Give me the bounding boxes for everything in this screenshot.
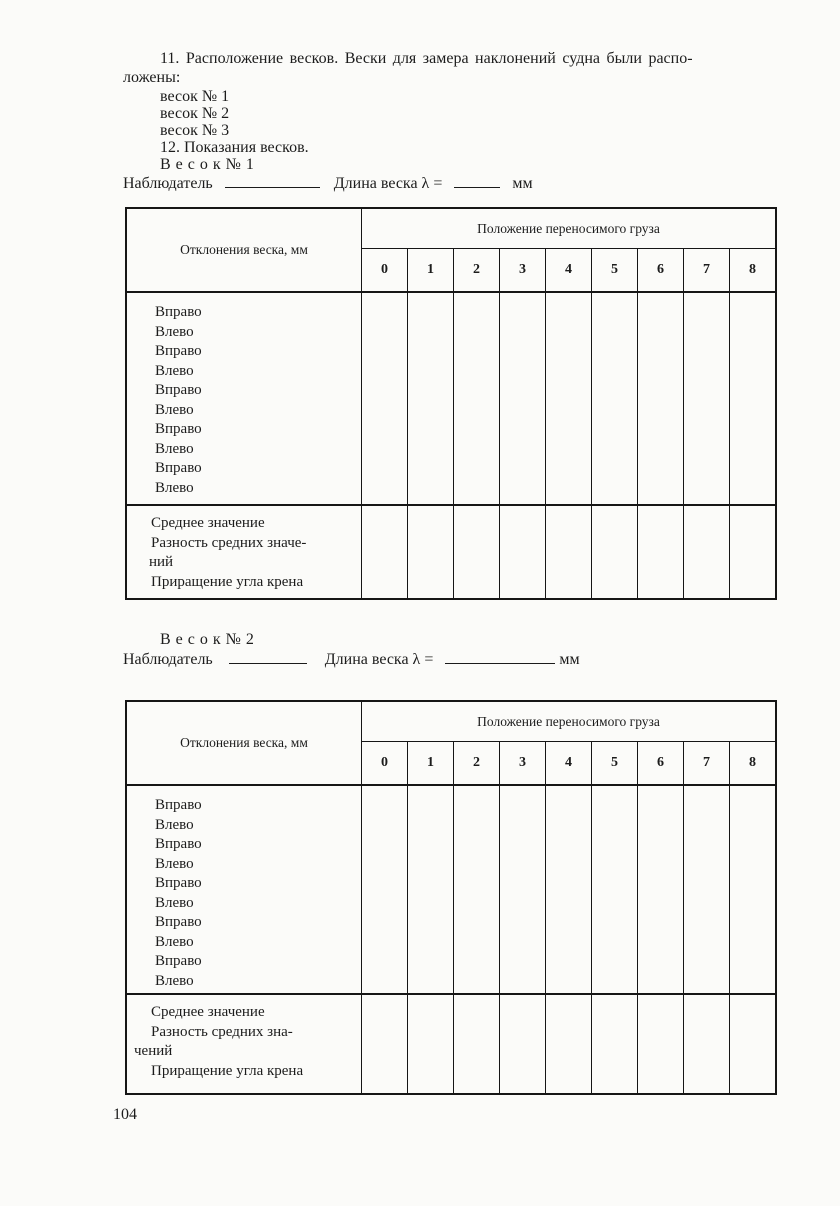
column-header-4: 4 — [546, 249, 592, 291]
data-cell — [730, 506, 775, 598]
body-data-cells — [362, 786, 775, 993]
row-label: Влево — [155, 323, 194, 340]
summary-line: Разность средних значе- — [151, 534, 307, 551]
vesok-2-table — [125, 700, 777, 1095]
data-cell — [362, 786, 408, 993]
row-label: Вправо — [155, 304, 202, 320]
data-cell — [500, 506, 546, 598]
observer-blank-line — [225, 174, 320, 188]
data-cell — [454, 786, 500, 993]
column-header-6: 6 — [638, 249, 684, 291]
observer-blank-line — [229, 650, 307, 664]
data-cell — [684, 293, 730, 504]
vesok-list-item-1: весок № 1 — [160, 88, 230, 105]
data-cell — [362, 506, 408, 598]
summary-line: Приращение угла крена — [151, 1062, 304, 1079]
data-cell — [408, 293, 454, 504]
row-label: Вправо — [155, 953, 202, 969]
column-header-7: 7 — [684, 742, 730, 784]
summary-line: чений — [134, 1043, 173, 1059]
summary-labels-column — [127, 995, 362, 1093]
column-header-8: 8 — [749, 755, 756, 770]
column-header-7: 7 — [684, 249, 730, 291]
data-cell — [730, 995, 775, 1093]
data-cell — [546, 293, 592, 504]
span-header — [362, 209, 775, 249]
body-data-cells — [362, 293, 775, 504]
data-cell — [638, 995, 684, 1093]
data-cell — [592, 995, 638, 1093]
vesok-list-item-3: весок № 3 — [160, 122, 230, 139]
row-label: Вправо — [155, 875, 202, 891]
data-cell — [684, 506, 730, 598]
data-cell — [730, 293, 775, 504]
row-label: Влево — [155, 816, 194, 833]
left-column-header — [127, 209, 362, 291]
data-cell — [546, 506, 592, 598]
left-header-label: Отклонения веска, мм — [180, 735, 308, 750]
data-cell — [454, 293, 500, 504]
table-1-header — [127, 209, 775, 293]
span-header-label: Положение переносимого груза — [477, 713, 660, 729]
column-header-3: 3 — [500, 249, 546, 291]
observer-line-1 — [123, 174, 533, 193]
row-label: Влево — [155, 933, 194, 950]
row-label: Вправо — [155, 836, 202, 852]
header-right — [362, 209, 775, 291]
row-label: Вправо — [155, 382, 202, 398]
page-number: 104 — [113, 1106, 137, 1123]
row-label: Влево — [155, 479, 194, 496]
data-cell — [454, 506, 500, 598]
table-2-header — [127, 702, 775, 786]
data-cell — [684, 995, 730, 1093]
data-cell — [638, 293, 684, 504]
summary-line: Среднее значение — [151, 1004, 265, 1020]
row-label: Влево — [155, 894, 194, 911]
observer-label: Наблюдатель — [123, 651, 213, 668]
summary-line: ний — [149, 554, 174, 570]
data-cell — [684, 786, 730, 993]
column-header-4: 4 — [546, 742, 592, 784]
row-label: Вправо — [155, 460, 202, 476]
row-label: Влево — [155, 401, 194, 418]
column-header-2: 2 — [454, 742, 500, 784]
left-column-header — [127, 702, 362, 784]
row-label: Влево — [155, 855, 194, 872]
header-right — [362, 702, 775, 784]
data-cell — [500, 995, 546, 1093]
column-header-0: 0 — [362, 742, 408, 784]
table-1-summary — [127, 506, 775, 598]
section-1-heading: В е с о к № 1 — [160, 156, 255, 173]
data-cell — [592, 786, 638, 993]
span-header-label: Положение переносимого груза — [477, 220, 660, 236]
row-label: Вправо — [155, 914, 202, 930]
column-header-3: 3 — [500, 742, 546, 784]
paragraph-11-line2: ложены: — [123, 69, 181, 86]
vesok-1-table — [125, 207, 777, 600]
data-cell — [408, 506, 454, 598]
data-cell — [638, 506, 684, 598]
column-header-8: 8 — [749, 262, 756, 277]
observer-label: Наблюдатель — [123, 175, 213, 192]
column-numbers-row — [362, 249, 775, 291]
data-cell — [362, 995, 408, 1093]
data-cell — [362, 293, 408, 504]
table-2-body — [127, 786, 775, 995]
observer-line-2 — [123, 650, 580, 669]
data-cell — [454, 995, 500, 1093]
paragraph-11-line1: 11. Расположение весков. Вески для замера наклонений судна были распо- — [160, 50, 693, 67]
unit-label: мм — [512, 175, 533, 192]
row-label: Вправо — [155, 343, 202, 359]
column-header-1: 1 — [408, 742, 454, 784]
column-header-5: 5 — [592, 742, 638, 784]
length-blank-line — [454, 174, 500, 188]
summary-labels-column — [127, 506, 362, 598]
summary-data-cells — [362, 506, 775, 598]
column-header-5: 5 — [592, 249, 638, 291]
summary-line: Среднее значение — [151, 515, 265, 531]
data-cell — [592, 506, 638, 598]
length-label: Длина веска λ = — [324, 651, 434, 668]
summary-line: Разность средних зна- — [151, 1023, 293, 1040]
data-cell — [546, 786, 592, 993]
row-label: Влево — [155, 362, 194, 379]
row-label: Влево — [155, 972, 194, 989]
paragraph-12: 12. Показания весков. — [160, 139, 309, 156]
column-header-2: 2 — [454, 249, 500, 291]
data-cell — [408, 995, 454, 1093]
column-header-0: 0 — [362, 249, 408, 291]
data-cell — [730, 786, 775, 993]
row-labels-column — [127, 293, 362, 504]
data-cell — [592, 293, 638, 504]
table-1-body — [127, 293, 775, 506]
unit-label: мм — [559, 651, 580, 668]
row-label: Влево — [155, 440, 194, 457]
length-blank-line — [445, 650, 555, 664]
row-labels-column — [127, 786, 362, 993]
section-2-heading: В е с о к № 2 — [160, 631, 255, 648]
left-header-label: Отклонения веска, мм — [180, 242, 308, 257]
data-cell — [546, 995, 592, 1093]
span-header — [362, 702, 775, 742]
data-cell — [408, 786, 454, 993]
column-header-6: 6 — [638, 742, 684, 784]
summary-data-cells — [362, 995, 775, 1093]
summary-line: Приращение угла крена — [151, 573, 304, 590]
row-label: Вправо — [155, 421, 202, 437]
row-label: Вправо — [155, 797, 202, 813]
length-label: Длина веска λ = — [333, 175, 443, 192]
data-cell — [638, 786, 684, 993]
data-cell — [500, 786, 546, 993]
table-2-summary — [127, 995, 775, 1093]
data-cell — [500, 293, 546, 504]
column-header-1: 1 — [408, 249, 454, 291]
vesok-list-item-2: весок № 2 — [160, 105, 230, 122]
column-numbers-row — [362, 742, 775, 784]
